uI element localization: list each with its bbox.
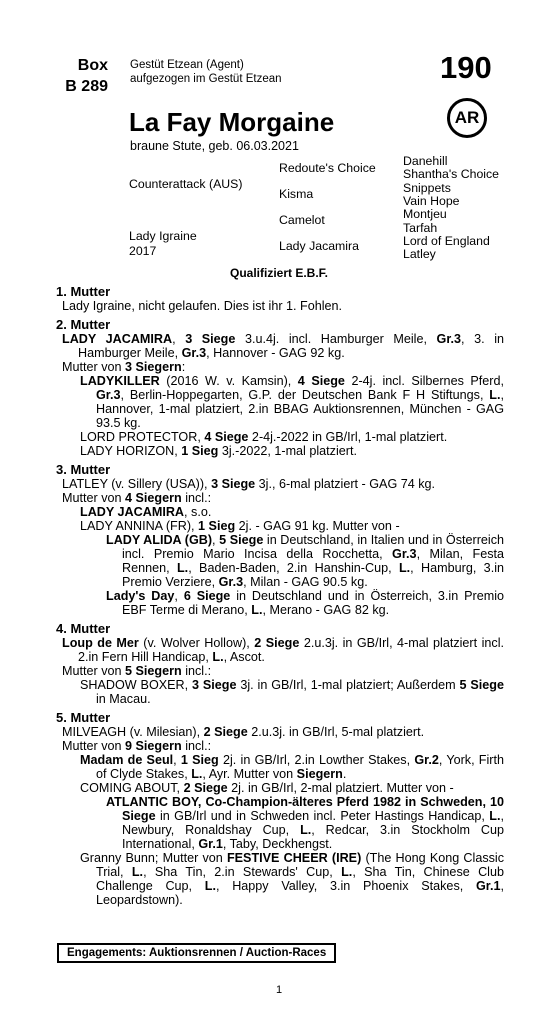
section-title-3: 3. Mutter [56, 462, 111, 477]
pedigree-gg-5: Montjeu [403, 207, 447, 221]
entry-lady-alida: LADY ALIDA (GB), 5 Siege in Deutschland, in Italien und in Österreich incl. Premio Mario Incisa della Rocchetta, Gr.3, Milan, Festa Rennen, L., Baden-Baden, 2.in Hanshin-Cup, L., Hamburg, 3.in Premio Verziere, Gr.3, Milan - GAG 90.5 kg. [106, 533, 505, 589]
entry-milveagh: MILVEAGH (v. Milesian), 2 Siege 2.u.3j. in GB/Irl, 5-mal platziert. [62, 725, 425, 739]
agent-info [130, 58, 282, 86]
pedigree-gg-2: Shantha's Choice [403, 167, 500, 181]
pedigree-gg-8: Latley [403, 247, 436, 261]
pedigree-dam-sire: Camelot [279, 213, 325, 227]
pedigree-gg-6: Tarfah [403, 221, 438, 235]
entry-granny-bunn: Granny Bunn; Mutter von FESTIVE CHEER (IRE) (The Hong Kong Classic Trial, L., Sha Tin, 2.in Stewards' Cup, L., Sha Tin, Chinese Club Challenge Cup, L., Happy Valley, 3.in Phoenix Stakes, Gr.1, Leopardstown). [80, 851, 505, 907]
entry-lord-protector: LORD PROTECTOR, 4 Siege 2-4j.-2022 in GB/Irl, 1-mal platziert. [80, 430, 448, 444]
box-number: B 289 [65, 78, 108, 95]
horse-description: braune Stute, geb. 06.03.2021 [130, 139, 299, 153]
section-title-2: 2. Mutter [56, 317, 111, 332]
qualification-note: Qualifiziert E.B.F. [229, 266, 328, 280]
engagements-box: Engagements: Auktionsrennen / Auction-Races [57, 943, 336, 963]
pedigree-dam-dam: Lady Jacamira [279, 239, 359, 253]
lot-number: 190 [440, 50, 492, 85]
horse-name: La Fay Morgaine [129, 107, 335, 137]
entry-shadow-boxer: SHADOW BOXER, 3 Siege 3j. in GB/Irl, 1-mal platziert; Außerdem 5 Siege in Macau. [80, 678, 505, 706]
progeny-line-4: Mutter von 5 Siegern incl.: [62, 664, 212, 678]
section-1-text: Lady Igraine, nicht gelaufen. Dies ist ihr 1. Fohlen. [62, 299, 343, 313]
pedigree-sire-dam: Kisma [279, 187, 314, 201]
pedigree-gg-1: Danehill [403, 154, 448, 168]
entry-loup-de-mer: Loup de Mer (v. Wolver Hollow), 2 Siege 2.u.3j. in GB/Irl, 4-mal platziert incl. 2.in Fern Hill Handicap, L., Ascot. [62, 636, 504, 664]
breeder-info: aufgezogen im Gestüt Etzean [130, 73, 282, 85]
pedigree-gg-3: Snippets [403, 181, 451, 195]
box-title: Box [77, 57, 108, 74]
section-title-1: 1. Mutter [56, 284, 111, 299]
pedigree-dam-year: 2017 [129, 244, 157, 258]
entry-madam-de-seul: Madam de Seul, 1 Sieg 2j. in GB/Irl, 2.in Lowther Stakes, Gr.2, York, Firth of Clyde Stakes, L., Ayr. Mutter von Siegern. [80, 753, 504, 781]
entry-lady-horizon: LADY HORIZON, 1 Sieg 3j.-2022, 1-mal platziert. [80, 444, 357, 458]
pedigree-sire-sire: Redoute's Choice [279, 161, 376, 175]
entry-atlantic-boy: ATLANTIC BOY, Co-Champion-älteres Pferd 1982 in Schweden, 10 Siege in GB/Irl und in Schweden incl. Peter Hastings Handicap, L., Newbury, Ronaldshay Cup, L., Redcar, 3.in Stockholm Cup International, Gr.1, Taby, Deckhengst. [106, 795, 505, 851]
section-title-5: 5. Mutter [56, 710, 111, 725]
agent-name: Gestüt Etzean (Agent) [130, 59, 244, 71]
page-number: 1 [275, 984, 283, 996]
entry-lady-annina: LADY ANNINA (FR), 1 Sieg 2j. - GAG 91 kg. Mutter von - [80, 519, 400, 533]
entry-latley: LATLEY (v. Sillery (USA)), 3 Siege 3j., 6-mal platziert - GAG 74 kg. [62, 477, 436, 491]
ar-badge-icon: AR [447, 98, 487, 138]
entry-lady-jacamira: LADY JACAMIRA, 3 Siege 3.u.4j. incl. Hamburger Meile, Gr.3, 3. in Hamburger Meile, Gr.3, Hannover - GAG 92 kg. [62, 332, 504, 360]
pedigree-gg-7: Lord of England [403, 234, 490, 248]
pedigree-sire: Counterattack (AUS) [129, 177, 243, 191]
section-title-4: 4. Mutter [56, 621, 111, 636]
pedigree-gg-4: Vain Hope [403, 194, 460, 208]
entry-lady-jacamira-so: LADY JACAMIRA, s.o. [80, 505, 212, 519]
entry-ladykiller: LADYKILLER (2016 W. v. Kamsin), 4 Siege 2-4j. incl. Silbernes Pferd, Gr.3, Berlin-Hoppegarten, G.P. der Deutschen Bank F H Stiftungs, L., Hannover, 1-mal platziert, 2.in BBAG Auktionsrennen, München - GAG 93.5 kg. [80, 374, 504, 430]
entry-coming-about: COMING ABOUT, 2 Siege 2j. in GB/Irl, 2-mal platziert. Mutter von - [80, 781, 454, 795]
entry-ladys-day: Lady's Day, 6 Siege in Deutschland und in Österreich, 3.in Premio EBF Terme di Merano, L., Merano - GAG 82 kg. [106, 589, 505, 617]
dam-line [56, 284, 504, 907]
box-label [56, 55, 108, 97]
progeny-line-2: Mutter von 3 Siegern: [62, 360, 186, 374]
progeny-line-5: Mutter von 9 Siegern incl.: [62, 739, 212, 753]
progeny-line-3: Mutter von 4 Siegern incl.: [62, 491, 212, 505]
pedigree-dam: Lady Igraine [129, 229, 197, 243]
